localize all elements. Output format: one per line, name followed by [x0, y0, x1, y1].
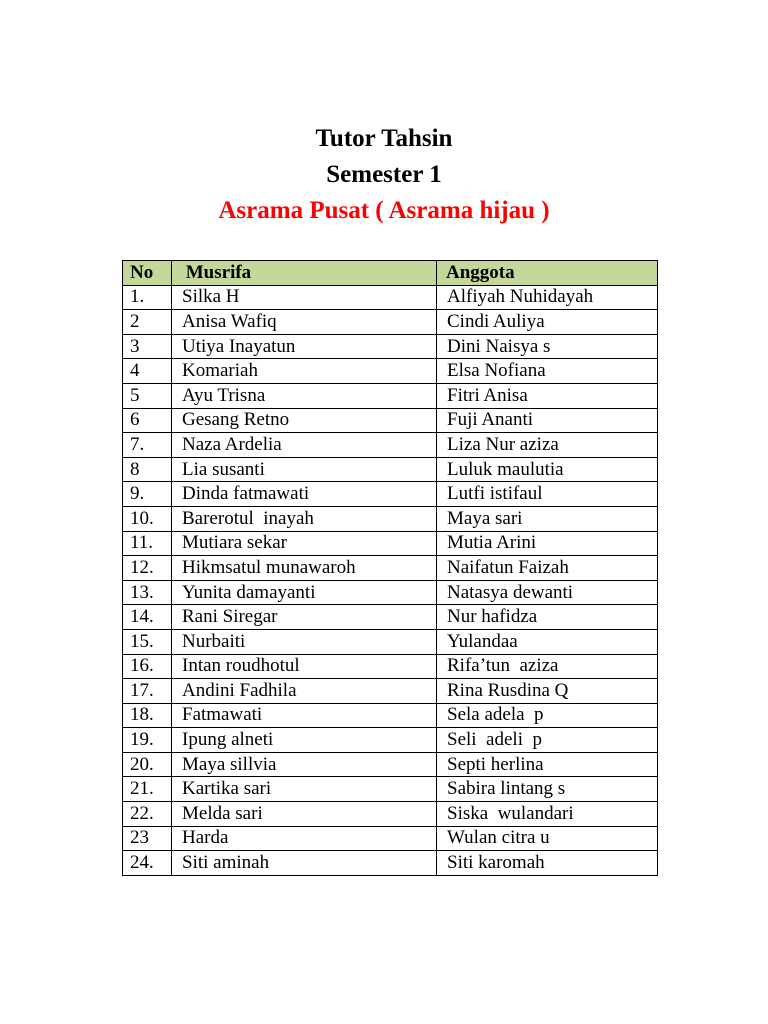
table-row — [123, 802, 658, 827]
anggota-name: Natasya dewanti — [437, 580, 658, 605]
anggota-name: Wulan citra u — [437, 826, 658, 851]
musrifa-name: Yunita damayanti — [172, 580, 437, 605]
anggota-name: Luluk maulutia — [437, 457, 658, 482]
anggota-name: Rina Rusdina Q — [437, 679, 658, 704]
musrifa-name: Andini Fadhila — [172, 679, 437, 704]
row-number: 3 — [123, 334, 172, 359]
anggota-name: Seli adeli p — [437, 728, 658, 753]
musrifa-name: Harda — [172, 826, 437, 851]
table-row — [123, 629, 658, 654]
table-row — [123, 826, 658, 851]
musrifa-name: Mutiara sekar — [172, 531, 437, 556]
table-row — [123, 310, 658, 335]
table-row — [123, 752, 658, 777]
musrifa-name: Siti aminah — [172, 851, 437, 876]
location-subtitle: Asrama Pusat ( Asrama hijau ) — [218, 197, 550, 224]
musrifa-name: Maya sillvia — [172, 752, 437, 777]
table-body — [123, 285, 658, 875]
row-number: 4 — [123, 359, 172, 384]
anggota-name: Naifatun Faizah — [437, 556, 658, 581]
row-number: 12. — [123, 556, 172, 581]
document-heading — [0, 121, 768, 229]
column-header-musrifa: Musrifa — [172, 261, 437, 286]
anggota-name: Sabira lintang s — [437, 777, 658, 802]
anggota-name: Sela adela p — [437, 703, 658, 728]
row-number: 14. — [123, 605, 172, 630]
row-number: 1. — [123, 285, 172, 310]
table-row — [123, 531, 658, 556]
anggota-name: Siti karomah — [437, 851, 658, 876]
musrifa-name: Utiya Inayatun — [172, 334, 437, 359]
row-number: 9. — [123, 482, 172, 507]
semester-label: Semester 1 — [326, 161, 442, 188]
column-header-no: No — [123, 261, 172, 286]
musrifa-name: Silka H — [172, 285, 437, 310]
anggota-name: Nur hafidza — [437, 605, 658, 630]
anggota-name: Rifa’tun aziza — [437, 654, 658, 679]
musrifa-name: Intan roudhotul — [172, 654, 437, 679]
table-row — [123, 605, 658, 630]
document-title: Tutor Tahsin — [315, 125, 453, 152]
row-number: 17. — [123, 679, 172, 704]
column-header-anggota: Anggota — [437, 261, 658, 286]
row-number: 24. — [123, 851, 172, 876]
musrifa-name: Ipung alneti — [172, 728, 437, 753]
anggota-name: Yulandaa — [437, 629, 658, 654]
row-number: 19. — [123, 728, 172, 753]
table-row — [123, 728, 658, 753]
row-number: 11. — [123, 531, 172, 556]
table-row — [123, 679, 658, 704]
row-number: 8 — [123, 457, 172, 482]
musrifa-name: Nurbaiti — [172, 629, 437, 654]
table-row — [123, 777, 658, 802]
anggota-name: Elsa Nofiana — [437, 359, 658, 384]
anggota-name: Fuji Ananti — [437, 408, 658, 433]
anggota-name: Lutfi istifaul — [437, 482, 658, 507]
table-row — [123, 285, 658, 310]
musrifa-name: Hikmsatul munawaroh — [172, 556, 437, 581]
musrifa-name: Ayu Trisna — [172, 383, 437, 408]
row-number: 2 — [123, 310, 172, 335]
row-number: 5 — [123, 383, 172, 408]
anggota-name: Cindi Auliya — [437, 310, 658, 335]
row-number: 22. — [123, 802, 172, 827]
table-row — [123, 851, 658, 876]
row-number: 18. — [123, 703, 172, 728]
musrifa-name: Rani Siregar — [172, 605, 437, 630]
row-number: 15. — [123, 629, 172, 654]
musrifa-name: Naza Ardelia — [172, 433, 437, 458]
table-row — [123, 334, 658, 359]
musrifa-name: Barerotul inayah — [172, 506, 437, 531]
row-number: 20. — [123, 752, 172, 777]
row-number: 16. — [123, 654, 172, 679]
anggota-name: Alfiyah Nuhidayah — [437, 285, 658, 310]
anggota-name: Dini Naisya s — [437, 334, 658, 359]
musrifa-name: Lia susanti — [172, 457, 437, 482]
table-row — [123, 408, 658, 433]
anggota-name: Liza Nur aziza — [437, 433, 658, 458]
musrifa-name: Kartika sari — [172, 777, 437, 802]
row-number: 7. — [123, 433, 172, 458]
table-header-row — [123, 261, 658, 286]
table-row — [123, 457, 658, 482]
table-row — [123, 580, 658, 605]
table-row — [123, 703, 658, 728]
row-number: 10. — [123, 506, 172, 531]
anggota-name: Maya sari — [437, 506, 658, 531]
tutor-table — [122, 260, 658, 876]
table-row — [123, 556, 658, 581]
table-row — [123, 506, 658, 531]
row-number: 6 — [123, 408, 172, 433]
row-number: 23 — [123, 826, 172, 851]
table-row — [123, 482, 658, 507]
table-row — [123, 383, 658, 408]
anggota-name: Septi herlina — [437, 752, 658, 777]
table-row — [123, 433, 658, 458]
musrifa-name: Anisa Wafiq — [172, 310, 437, 335]
musrifa-name: Gesang Retno — [172, 408, 437, 433]
anggota-name: Siska wulandari — [437, 802, 658, 827]
musrifa-name: Melda sari — [172, 802, 437, 827]
musrifa-name: Fatmawati — [172, 703, 437, 728]
row-number: 21. — [123, 777, 172, 802]
table-row — [123, 359, 658, 384]
anggota-name: Fitri Anisa — [437, 383, 658, 408]
table-row — [123, 654, 658, 679]
row-number: 13. — [123, 580, 172, 605]
musrifa-name: Komariah — [172, 359, 437, 384]
anggota-name: Mutia Arini — [437, 531, 658, 556]
musrifa-name: Dinda fatmawati — [172, 482, 437, 507]
